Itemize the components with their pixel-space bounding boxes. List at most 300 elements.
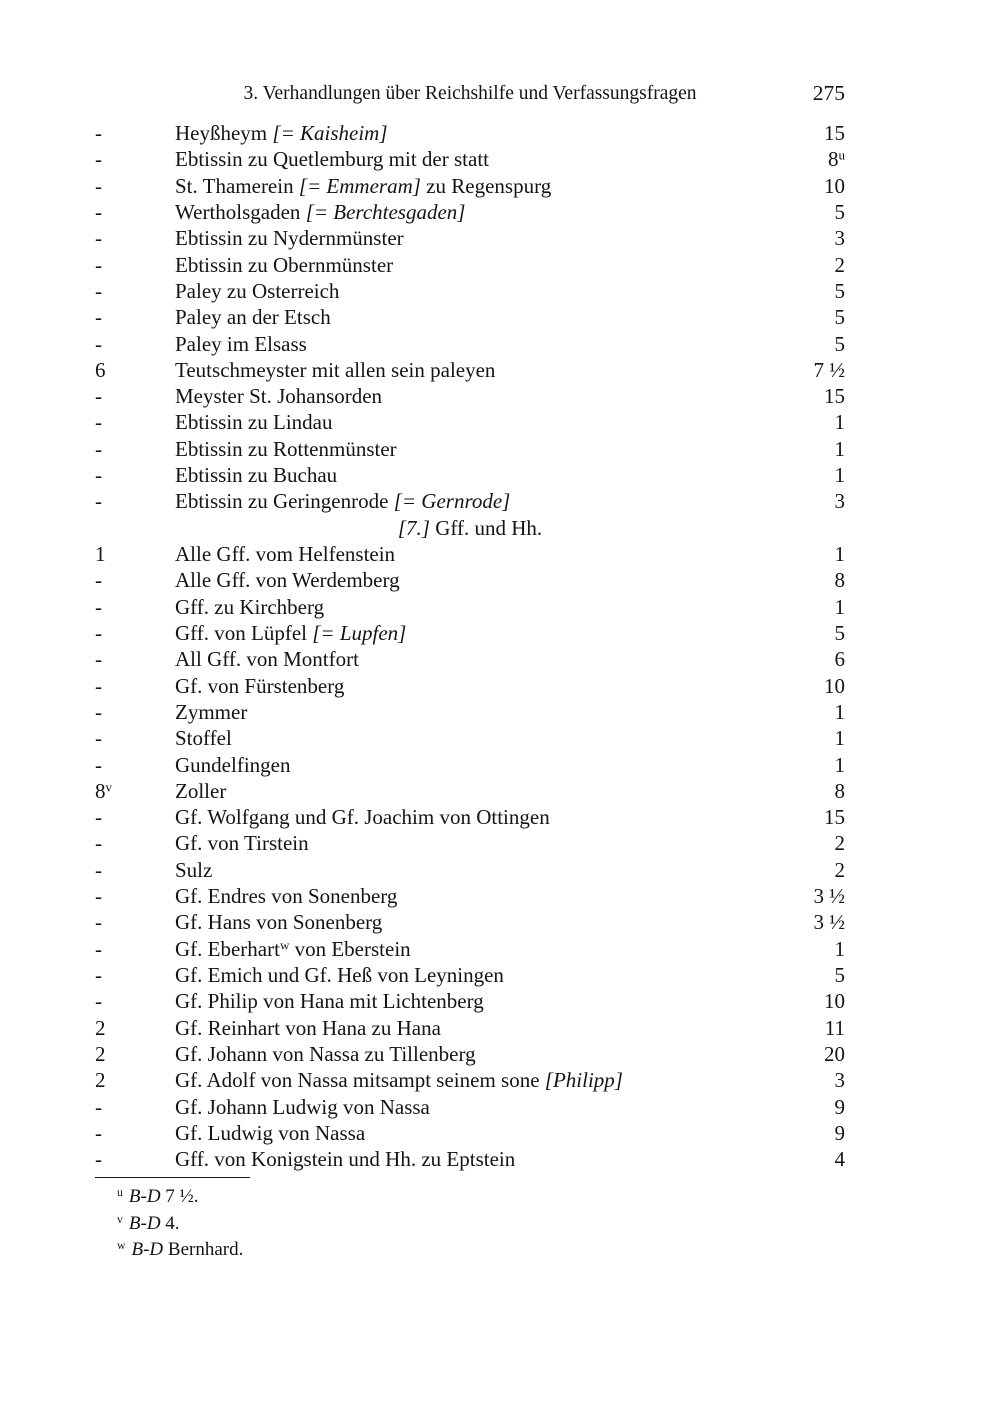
list-row — [95, 1094, 845, 1120]
footnote-marker: w — [279, 937, 290, 953]
name-text: Paley im Elsass — [175, 331, 307, 356]
name-text: Teutschmeyster mit allen sein paleyen — [175, 357, 496, 382]
name-column — [175, 331, 835, 357]
name-column — [175, 646, 835, 672]
name-text: Ebtissin zu Lindau — [175, 410, 333, 435]
name-column — [175, 1067, 835, 1093]
list-row — [95, 409, 845, 435]
value-column — [835, 620, 846, 646]
value-column — [814, 883, 846, 909]
value-text: 3 — [834, 1068, 845, 1093]
footnote-marker: u — [838, 147, 845, 163]
folio-text: - — [95, 226, 102, 251]
folio-text: - — [95, 463, 102, 488]
value-text: 3 — [834, 489, 845, 514]
folio-text: - — [95, 331, 102, 356]
value-text: 4 — [834, 1147, 845, 1172]
folio-text: - — [95, 884, 102, 909]
list-row — [95, 883, 845, 909]
folio-column — [95, 620, 175, 646]
name-column — [175, 883, 814, 909]
folio-column — [95, 1094, 175, 1120]
value-text: 5 — [834, 331, 845, 356]
folio-column — [95, 304, 175, 330]
name-text: Gff. von Konigstein und Hh. zu Eptstein — [175, 1147, 516, 1172]
list-row — [95, 278, 845, 304]
value-column — [835, 488, 846, 514]
value-text: 2 — [834, 831, 845, 856]
folio-column — [95, 541, 175, 567]
value-text: 10 — [824, 173, 845, 198]
value-text: 8 — [834, 778, 845, 803]
folio-column — [95, 436, 175, 462]
value-column — [824, 988, 845, 1014]
list-row — [95, 909, 845, 935]
name-text: Meyster St. Johansorden — [175, 384, 383, 409]
name-column — [175, 725, 835, 751]
folio-text: 8 — [95, 778, 106, 803]
name-text: Alle Gff. vom Helfenstein — [175, 542, 396, 566]
folio-text: - — [95, 831, 102, 856]
editorial-note: B-D — [128, 1212, 161, 1234]
value-column — [835, 278, 846, 304]
folio-text: - — [95, 910, 102, 935]
value-text: 1 — [834, 752, 845, 777]
folio-column — [95, 909, 175, 935]
value-column — [835, 1094, 846, 1120]
value-column — [835, 778, 846, 804]
list-row — [95, 1041, 845, 1067]
value-column — [835, 646, 846, 672]
folio-column — [95, 936, 175, 962]
name-column — [175, 567, 835, 593]
value-column — [835, 725, 846, 751]
name-column — [175, 383, 824, 409]
value-column — [835, 962, 846, 988]
value-text: 1 — [834, 699, 845, 724]
name-text: Alle Gff. von Werdemberg — [175, 568, 400, 593]
value-text: 1 — [834, 936, 845, 961]
value-text: 15 — [824, 384, 845, 409]
list-row — [95, 331, 845, 357]
list-row — [95, 225, 845, 251]
footnote-item — [95, 1211, 845, 1238]
folio-column — [95, 199, 175, 225]
list-row — [95, 436, 845, 462]
folio-text: - — [95, 568, 102, 593]
name-column — [175, 436, 835, 462]
list-row — [95, 541, 845, 567]
folio-text: 1 — [95, 542, 106, 566]
folio-text: - — [95, 805, 102, 830]
name-column — [175, 225, 835, 251]
footnote-text: 4. — [160, 1212, 180, 1234]
folio-column — [95, 673, 175, 699]
folio-column — [95, 488, 175, 514]
name-text: Ebtissin zu Buchau — [175, 463, 338, 488]
value-text: 15 — [824, 121, 845, 145]
name-column — [175, 830, 835, 856]
name-column — [175, 173, 824, 199]
folio-column — [95, 699, 175, 725]
value-column — [835, 304, 846, 330]
editorial-note: [Philipp] — [544, 1068, 623, 1093]
running-head — [95, 82, 845, 106]
value-text: 2 — [834, 252, 845, 277]
footnote-text: Bernhard. — [163, 1239, 244, 1260]
folio-text: - — [95, 1120, 102, 1145]
folio-column — [95, 409, 175, 435]
list-row — [95, 646, 845, 672]
folio-column — [95, 594, 175, 620]
value-text: 1 — [834, 436, 845, 461]
name-text: zu Regenspurg — [420, 173, 552, 198]
footnote-item — [95, 1184, 845, 1211]
name-text: Gf. von Tirstein — [175, 831, 309, 856]
name-text: Gff. von Lüpfel — [175, 620, 313, 645]
name-text: Ebtissin zu Obernmünster — [175, 252, 394, 277]
name-column — [175, 120, 824, 146]
folio-column — [95, 462, 175, 488]
footnote-rule — [95, 1177, 250, 1178]
value-column — [835, 857, 846, 883]
list-row — [95, 620, 845, 646]
folio-column — [95, 962, 175, 988]
name-column — [175, 752, 835, 778]
list-row — [95, 120, 845, 146]
name-text: Zymmer — [175, 699, 248, 724]
folio-column — [95, 1146, 175, 1172]
assessment-list — [95, 120, 845, 1173]
editorial-note: [= Gernrode] — [393, 489, 511, 514]
folio-column — [95, 857, 175, 883]
value-column — [835, 936, 846, 962]
name-column — [175, 594, 835, 620]
value-text: 8 — [827, 147, 839, 172]
value-text: 5 — [834, 278, 845, 303]
value-column — [835, 1120, 846, 1146]
name-text: Gff. zu Kirchberg — [175, 594, 325, 619]
value-text: 1 — [834, 410, 845, 435]
footnote-item — [95, 1237, 845, 1264]
folio-text: - — [95, 699, 102, 724]
folio-text: - — [95, 278, 102, 303]
editorial-note: B-D — [131, 1239, 164, 1260]
name-text: Paley zu Osterreich — [175, 278, 340, 303]
name-text: Gf. von Fürstenberg — [175, 673, 345, 698]
value-text: 6 — [834, 647, 845, 672]
footnotes-list — [95, 1184, 845, 1264]
value-column — [835, 594, 846, 620]
folio-column — [95, 752, 175, 778]
value-text: 11 — [824, 1015, 845, 1040]
folio-text: - — [95, 1147, 102, 1172]
value-text: 1 — [834, 594, 845, 619]
footnote-marker: u — [117, 1186, 123, 1200]
name-column — [175, 409, 835, 435]
name-text: Ebtissin zu Quetlemburg mit der statt — [175, 147, 489, 172]
folio-text: - — [95, 673, 102, 698]
name-text: Heyßheym — [175, 121, 273, 145]
folio-text: - — [95, 726, 102, 751]
list-row — [95, 857, 845, 883]
folio-text: - — [95, 410, 102, 435]
folio-text: - — [95, 121, 102, 145]
list-row — [95, 1015, 845, 1041]
name-column — [175, 1094, 835, 1120]
name-column — [175, 488, 835, 514]
value-column — [824, 383, 845, 409]
list-row — [95, 988, 845, 1014]
name-text: Ebtissin zu Nydernmünster — [175, 226, 404, 251]
name-column — [175, 804, 824, 830]
editorial-note: [= Kaisheim] — [272, 121, 388, 145]
folio-text: - — [95, 305, 102, 330]
folio-text: 2 — [95, 1015, 106, 1040]
folio-column — [95, 646, 175, 672]
list-row — [95, 488, 845, 514]
folio-text: - — [95, 936, 102, 961]
list-row — [95, 252, 845, 278]
folio-text: - — [95, 436, 102, 461]
folio-column — [95, 120, 175, 146]
folio-column — [95, 383, 175, 409]
folio-column — [95, 1015, 175, 1041]
name-text: Wertholsgaden — [175, 199, 306, 224]
folio-text: - — [95, 173, 102, 198]
chapter-title: 3. Verhandlungen über Reichshilfe und Verfassungsfragen — [243, 83, 697, 104]
folio-column — [95, 1067, 175, 1093]
value-column — [835, 1146, 846, 1172]
value-text: 9 — [834, 1120, 845, 1145]
folio-text: - — [95, 963, 102, 987]
name-column — [175, 620, 835, 646]
folio-text: - — [95, 620, 102, 645]
editorial-note: [= Emmeram] — [298, 173, 421, 198]
name-text: Zoller — [175, 778, 227, 803]
page-number: 275 — [812, 81, 845, 105]
list-row — [95, 383, 845, 409]
value-text: 8 — [834, 568, 845, 593]
name-column — [175, 146, 828, 172]
list-row — [95, 1067, 845, 1093]
folio-column — [95, 883, 175, 909]
folio-text: 2 — [95, 1041, 106, 1066]
name-text: Ebtissin zu Rottenmünster — [175, 436, 397, 461]
value-column — [835, 1067, 846, 1093]
value-text: 1 — [834, 726, 845, 751]
folio-column — [95, 830, 175, 856]
value-column — [824, 173, 845, 199]
list-row — [95, 830, 845, 856]
value-text: 5 — [834, 963, 845, 987]
value-column — [824, 673, 845, 699]
list-row — [95, 804, 845, 830]
value-text: 20 — [824, 1041, 845, 1066]
name-column — [175, 1146, 835, 1172]
name-text: Gf. Philip von Hana mit Lichtenberg — [175, 989, 484, 1014]
folio-column — [95, 146, 175, 172]
folio-column — [95, 778, 175, 804]
value-column — [814, 357, 846, 383]
value-text: 10 — [824, 673, 845, 698]
name-column — [175, 699, 835, 725]
value-text: 5 — [834, 305, 845, 330]
value-text: 3 ½ — [813, 884, 845, 909]
folio-text: - — [95, 752, 102, 777]
folio-text: - — [95, 252, 102, 277]
value-column — [824, 120, 845, 146]
name-column — [175, 1120, 835, 1146]
folio-text: - — [95, 989, 102, 1014]
list-row — [95, 962, 845, 988]
name-text: Gundelfingen — [175, 752, 291, 777]
name-column — [175, 909, 814, 935]
folio-column — [95, 725, 175, 751]
list-row — [95, 199, 845, 225]
section-heading — [95, 515, 845, 541]
editorial-note: [= Berchtesgaden] — [305, 199, 466, 224]
folio-text: - — [95, 647, 102, 672]
name-column — [175, 304, 835, 330]
name-text: Gf. Hans von Sonenberg — [175, 910, 383, 935]
folio-text: - — [95, 147, 102, 172]
value-text: 7 ½ — [813, 357, 845, 382]
name-column — [175, 199, 835, 225]
footnote-marker: v — [105, 779, 113, 795]
value-column — [835, 752, 846, 778]
value-text: 9 — [834, 1094, 845, 1119]
value-column — [835, 225, 846, 251]
folio-text: 6 — [95, 357, 106, 382]
value-column — [835, 252, 846, 278]
value-column — [828, 146, 845, 172]
name-text: Gf. Emich und Gf. Heß von Leyningen — [175, 963, 504, 987]
value-column — [825, 1015, 845, 1041]
value-text: 2 — [834, 857, 845, 882]
name-text: von Eberstein — [289, 936, 411, 961]
list-row — [95, 1146, 845, 1172]
name-column — [175, 1041, 824, 1067]
name-column — [175, 278, 835, 304]
value-column — [835, 436, 846, 462]
list-row — [95, 567, 845, 593]
editorial-note: [7.] — [397, 515, 430, 540]
name-column — [175, 357, 814, 383]
folio-column — [95, 331, 175, 357]
name-column — [175, 988, 824, 1014]
folio-column — [95, 567, 175, 593]
value-text: 5 — [834, 199, 845, 224]
name-column — [175, 962, 835, 988]
value-column — [835, 409, 846, 435]
folio-column — [95, 278, 175, 304]
value-column — [835, 699, 846, 725]
value-column — [824, 804, 845, 830]
name-column — [175, 936, 835, 962]
folio-text: - — [95, 384, 102, 409]
folio-column — [95, 1041, 175, 1067]
value-text: 10 — [824, 989, 845, 1014]
name-column — [175, 541, 835, 567]
editorial-note: B-D — [128, 1186, 161, 1207]
name-text: Gf. Reinhart von Hana zu Hana — [175, 1015, 441, 1040]
name-column — [175, 1015, 825, 1041]
value-text: 1 — [834, 463, 845, 488]
value-text: 3 — [834, 226, 845, 251]
value-text: 1 — [834, 542, 845, 566]
folio-column — [95, 357, 175, 383]
folio-column — [95, 804, 175, 830]
list-row — [95, 778, 845, 804]
list-row — [95, 462, 845, 488]
folio-text: - — [95, 199, 102, 224]
list-row — [95, 1120, 845, 1146]
name-text: Paley an der Etsch — [175, 305, 331, 330]
folio-column — [95, 173, 175, 199]
value-column — [814, 909, 846, 935]
value-column — [835, 567, 846, 593]
footnote-text: 7 ½. — [160, 1186, 199, 1207]
footnote-marker: v — [117, 1212, 123, 1226]
value-column — [835, 331, 846, 357]
name-column — [175, 252, 835, 278]
list-row — [95, 304, 845, 330]
name-text: All Gff. von Montfort — [175, 647, 359, 672]
name-text: St. Thamerein — [175, 173, 299, 198]
folio-column — [95, 252, 175, 278]
name-text: Stoffel — [175, 726, 232, 751]
name-text: Gf. Johann von Nassa zu Tillenberg — [175, 1041, 476, 1066]
folio-column — [95, 1120, 175, 1146]
name-text: Ebtissin zu Geringenrode — [175, 489, 394, 514]
footnote-marker: w — [117, 1239, 126, 1253]
name-text: Gf. Wolfgang und Gf. Joachim von Ottingen — [175, 805, 550, 830]
folio-text: - — [95, 489, 102, 514]
name-column — [175, 673, 824, 699]
name-text: Sulz — [175, 857, 213, 882]
list-row — [95, 725, 845, 751]
name-column — [175, 778, 835, 804]
list-row — [95, 357, 845, 383]
list-row — [95, 699, 845, 725]
folio-column — [95, 225, 175, 251]
list-row — [95, 936, 845, 962]
folio-text: - — [95, 594, 102, 619]
list-row — [95, 594, 845, 620]
editorial-note: [= Lupfen] — [312, 620, 407, 645]
name-text: Gf. Johann Ludwig von Nassa — [175, 1094, 430, 1119]
folio-text: 2 — [95, 1068, 106, 1093]
value-text: 5 — [834, 620, 845, 645]
folio-text: - — [95, 1094, 102, 1119]
name-column — [175, 857, 835, 883]
value-text: 3 ½ — [813, 910, 845, 935]
value-column — [835, 830, 846, 856]
folio-column — [95, 988, 175, 1014]
value-column — [835, 541, 846, 567]
value-text: 15 — [824, 805, 845, 830]
name-column — [175, 462, 835, 488]
value-column — [835, 462, 846, 488]
list-row — [95, 146, 845, 172]
name-text: Gf. Endres von Sonenberg — [175, 884, 398, 909]
list-row — [95, 173, 845, 199]
folio-text: - — [95, 857, 102, 882]
list-row — [95, 752, 845, 778]
heading-text: Gff. und Hh. — [429, 515, 543, 540]
list-row — [95, 673, 845, 699]
